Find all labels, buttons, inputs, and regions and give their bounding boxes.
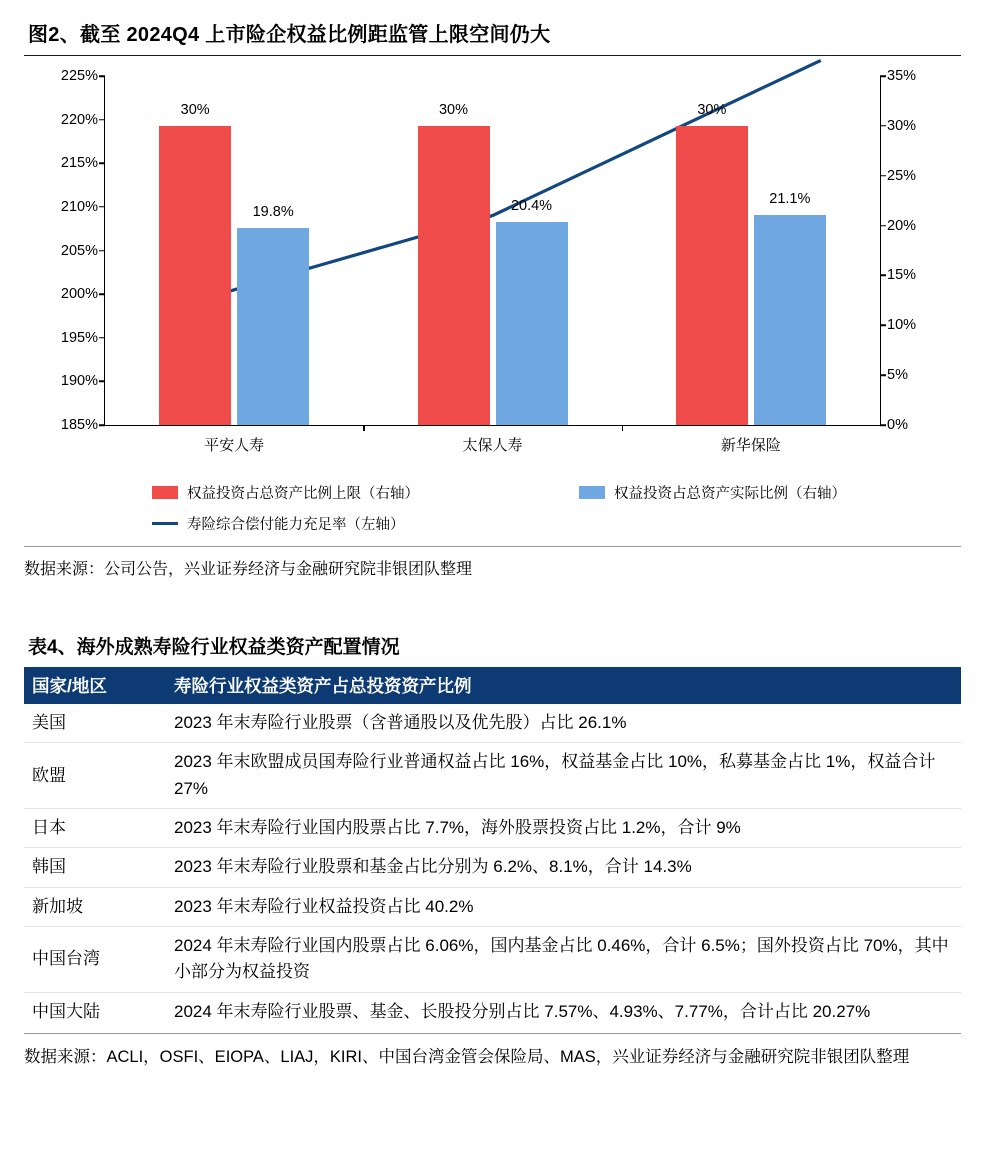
title-divider	[24, 55, 961, 56]
y-axis-right-tick-label: 35%	[887, 68, 917, 84]
equity-allocation-table	[24, 667, 961, 1031]
bar-upper-limit	[418, 126, 490, 425]
legend-label: 权益投资占总资产实际比例（右轴）	[614, 486, 846, 502]
legend-label: 寿险综合偿付能力充足率（左轴）	[187, 517, 405, 533]
table-cell-region: 韩国	[24, 848, 166, 887]
chart-plot-area	[60, 68, 917, 454]
y-axis-right-tick-label: 10%	[887, 317, 917, 334]
table-row	[24, 704, 961, 743]
chart-figure-2	[24, 66, 961, 466]
x-axis-category-label: 新华保险	[720, 437, 781, 454]
legend-label: 权益投资占总资产比例上限（右轴）	[187, 486, 419, 502]
bar-value-label: 30%	[438, 101, 469, 118]
table-source: 数据来源：ACLI，OSFI、EIOPA、LIAJ，KIRI、中国台湾金管会保险局、MAS，兴业证券经济与金融研究院非银团队整理	[24, 1033, 961, 1071]
bar-value-label: 30%	[180, 101, 210, 118]
table-head	[24, 667, 961, 704]
y-axis-left-tick-label: 210%	[60, 198, 98, 215]
table-row	[24, 992, 961, 1031]
y-axis-left-tick-label: 190%	[60, 373, 98, 390]
y-axis-left-tick-label: 200%	[60, 286, 98, 303]
y-axis-left-tick-mark	[99, 337, 105, 339]
table-header-row	[24, 667, 961, 704]
legend-item-upper-limit	[152, 482, 419, 503]
y-axis-left-tick-label: 205%	[60, 242, 98, 259]
y-axis-right-tick-label: 15%	[887, 267, 917, 284]
table-row	[24, 887, 961, 926]
table-row	[24, 809, 961, 848]
y-axis-left-tick-label: 215%	[60, 155, 98, 172]
y-axis-left-tick-mark	[99, 381, 105, 383]
bar-actual-ratio	[496, 222, 568, 425]
table-body	[24, 704, 961, 1031]
y-axis-right-tick-mark	[880, 275, 886, 277]
table-cell-detail: 2023 年末寿险行业国内股票占比 7.7%，海外股票投资占比 1.2%，合计 9%	[166, 809, 961, 848]
y-axis-left-tick-label: 220%	[60, 111, 98, 128]
table-cell-region: 中国大陆	[32, 1001, 100, 1021]
table-cell-region: 欧盟	[24, 743, 166, 809]
table-header-detail: 寿险行业权益类资产占总投资资产比例	[166, 667, 961, 704]
table-cell-region: 新加坡	[24, 887, 166, 926]
y-axis-left-tick-mark	[99, 250, 105, 252]
y-axis-right-tick-mark	[880, 225, 886, 227]
table-row	[24, 743, 961, 809]
table-row	[24, 927, 961, 993]
y-axis-right-tick-label: 0%	[887, 417, 908, 433]
bar-upper-limit	[676, 126, 748, 425]
table-cell-detail: 2023 年末欧盟成员国寿险行业普通权益占比 16%，权益基金占比 10%，私募基金占比 1%，权益合计 27%	[166, 743, 961, 809]
legend-item-actual	[579, 482, 846, 503]
figure-title: 图2、截至 2024Q4 上市险企权益比例距监管上限空间仍大	[28, 24, 551, 46]
y-axis-left-tick-mark	[99, 424, 105, 426]
bar-value-label: 20.4%	[510, 197, 553, 214]
figure-source: 数据来源：公司公告，兴业证券经济与金融研究院非银团队整理	[24, 546, 961, 582]
y-axis-left-tick-label: 185%	[60, 417, 98, 433]
bar-value-label: 19.8%	[252, 203, 294, 220]
legend-row-2	[24, 513, 961, 534]
y-axis-left-tick-label: 195%	[60, 329, 98, 346]
legend-swatch-icon	[579, 486, 605, 499]
chart-legend	[24, 482, 961, 534]
legend-swatch-icon	[152, 486, 178, 499]
legend-line-icon	[152, 522, 178, 525]
y-axis-left-tick-mark	[99, 119, 105, 121]
table-cell-region: 日本	[24, 809, 166, 848]
y-axis-right-tick-label: 20%	[887, 217, 917, 234]
bar-value-label: 21.1%	[769, 190, 811, 207]
bar-actual-ratio	[754, 215, 826, 425]
y-axis-right-tick-mark	[880, 374, 886, 376]
bar-upper-limit	[159, 126, 231, 425]
table-cell-region: 美国	[24, 704, 166, 743]
x-axis-tick-mark	[363, 425, 365, 431]
table-cell-detail: 2024 年末寿险行业国内股票占比 6.06%，国内基金占比 0.46%，合计 6.5%；国外投资占比 70%，其中小部分为权益投资	[166, 927, 961, 993]
table-cell-detail: 2024 年末寿险行业股票、基金、长股投分别占比 7.57%、4.93%、7.77%，合计占比 20.27%	[174, 1001, 871, 1021]
x-axis-category-label: 平安人寿	[204, 437, 265, 454]
table-cell-detail: 2023 年末寿险行业股票（含普通股以及优先股）占比 26.1%	[166, 704, 961, 743]
table-cell-detail: 2023 年末寿险行业股票和基金占比分别为 6.2%、8.1%，合计 14.3%	[166, 848, 961, 887]
y-axis-right-tick-label: 30%	[887, 117, 917, 134]
y-axis-left-tick-mark	[99, 206, 105, 208]
y-axis-right-tick-mark	[880, 125, 886, 127]
legend-item-solvency	[152, 513, 405, 534]
x-axis-tick-mark	[622, 425, 624, 431]
y-axis-left-tick-label: 225%	[60, 68, 98, 84]
y-axis-left-tick-mark	[99, 75, 105, 77]
table-title: 表4、海外成熟寿险行业权益类资产配置情况	[28, 637, 400, 658]
y-axis-right-tick-mark	[880, 424, 886, 426]
table-row	[24, 848, 961, 887]
y-axis-right-tick-mark	[880, 325, 886, 327]
y-axis-right-tick-label: 5%	[887, 367, 908, 384]
y-axis-right-tick-mark	[880, 175, 886, 177]
table-header-region: 国家/地区	[24, 667, 166, 704]
table-cell-detail: 2023 年末寿险行业权益投资占比 40.2%	[166, 887, 961, 926]
bar-actual-ratio	[237, 228, 309, 425]
bar-value-label: 30%	[697, 101, 727, 118]
x-axis-category-label: 太保人寿	[462, 437, 523, 454]
y-axis-right-tick-mark	[880, 75, 886, 77]
legend-row-1	[24, 482, 961, 503]
y-axis-left-tick-mark	[99, 293, 105, 295]
table-cell-region: 中国台湾	[24, 927, 166, 993]
y-axis-left-tick-mark	[99, 163, 105, 165]
y-axis-right-tick-label: 25%	[887, 167, 917, 184]
